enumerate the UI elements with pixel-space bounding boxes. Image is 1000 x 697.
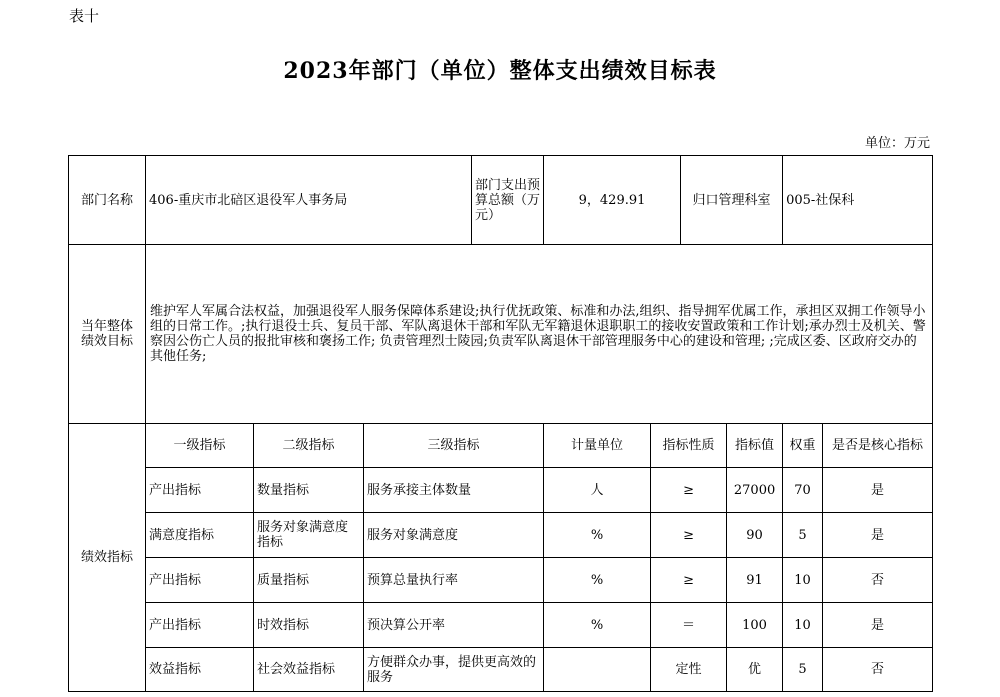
unit-cell: % — [544, 558, 651, 603]
level2-cell: 服务对象满意度指标 — [254, 513, 364, 558]
annual-goal-row — [69, 245, 933, 424]
table-number-label: 表十 — [69, 7, 100, 25]
indicator-header-row — [69, 424, 933, 468]
table-row — [69, 558, 933, 603]
level2-cell: 数量指标 — [254, 468, 364, 513]
weight-cell: 10 — [783, 558, 823, 603]
col-header-core: 是否是核心指标 — [823, 424, 933, 468]
annual-goal-label: 当年整体绩效目标 — [69, 245, 146, 424]
nature-cell: ＝ — [651, 603, 727, 648]
table-row — [69, 648, 933, 692]
table-row — [69, 513, 933, 558]
performance-target-table — [68, 155, 933, 692]
level1-cell: 产出指标 — [146, 603, 254, 648]
level1-cell: 产出指标 — [146, 468, 254, 513]
core-cell: 是 — [823, 468, 933, 513]
weight-cell: 10 — [783, 603, 823, 648]
col-header-nature: 指标性质 — [651, 424, 727, 468]
table-row — [69, 468, 933, 513]
office-label: 归口管理科室 — [681, 156, 783, 245]
col-header-unit: 计量单位 — [544, 424, 651, 468]
level1-cell: 产出指标 — [146, 558, 254, 603]
level2-cell: 社会效益指标 — [254, 648, 364, 692]
department-row — [69, 156, 933, 245]
value-cell: 100 — [727, 603, 783, 648]
level3-cell: 预决算公开率 — [364, 603, 544, 648]
core-cell: 否 — [823, 558, 933, 603]
col-header-level2: 二级指标 — [254, 424, 364, 468]
nature-cell: ≥ — [651, 513, 727, 558]
unit-label: 单位：万元 — [864, 136, 930, 151]
col-header-weight: 权重 — [783, 424, 823, 468]
performance-indicators-label: 绩效指标 — [69, 424, 146, 692]
core-cell: 是 — [823, 513, 933, 558]
level3-cell: 服务承接主体数量 — [364, 468, 544, 513]
nature-cell: 定性 — [651, 648, 727, 692]
value-cell: 91 — [727, 558, 783, 603]
value-cell: 27000 — [727, 468, 783, 513]
office-value: 005-社保科 — [783, 156, 933, 245]
level3-cell: 服务对象满意度 — [364, 513, 544, 558]
core-cell: 是 — [823, 603, 933, 648]
unit-cell: % — [544, 603, 651, 648]
level1-cell: 效益指标 — [146, 648, 254, 692]
table-row — [69, 603, 933, 648]
dept-name-value: 406-重庆市北碚区退役军人事务局 — [146, 156, 472, 245]
unit-cell: 人 — [544, 468, 651, 513]
level3-cell: 预算总量执行率 — [364, 558, 544, 603]
budget-label: 部门支出预算总额（万元） — [472, 156, 544, 245]
dept-name-label: 部门名称 — [69, 156, 146, 245]
col-header-level1: 一级指标 — [146, 424, 254, 468]
value-cell: 90 — [727, 513, 783, 558]
level1-cell: 满意度指标 — [146, 513, 254, 558]
unit-cell — [544, 648, 651, 692]
value-cell: 优 — [727, 648, 783, 692]
nature-cell: ≥ — [651, 558, 727, 603]
weight-cell: 70 — [783, 468, 823, 513]
level3-cell: 方便群众办事，提供更高效的服务 — [364, 648, 544, 692]
page-title: 2023年部门（单位）整体支出绩效目标表 — [283, 58, 717, 84]
level2-cell: 质量指标 — [254, 558, 364, 603]
core-cell: 否 — [823, 648, 933, 692]
col-header-value: 指标值 — [727, 424, 783, 468]
budget-value: 9，429.91 — [544, 156, 681, 245]
unit-cell: % — [544, 513, 651, 558]
col-header-level3: 三级指标 — [364, 424, 544, 468]
annual-goal-text: 维护军人军属合法权益，加强退役军人服务保障体系建设;执行优抚政策、标准和办法,组织、指导拥军优属工作，承担区双拥工作领导小组的日常工作。;执行退役士兵、复员干部、军队离退休干部和军队无军籍退休退职职工的接收安置政策和工作计划;承办烈士及机关、警察因公伤亡人员的报批审核和褒扬工作; 负责管理烈士陵园;负责军队离退休干部管理服务中心的建设和管理; ;完成区委、区政府交办的其他任务; — [146, 245, 933, 424]
weight-cell: 5 — [783, 648, 823, 692]
weight-cell: 5 — [783, 513, 823, 558]
nature-cell: ≥ — [651, 468, 727, 513]
level2-cell: 时效指标 — [254, 603, 364, 648]
